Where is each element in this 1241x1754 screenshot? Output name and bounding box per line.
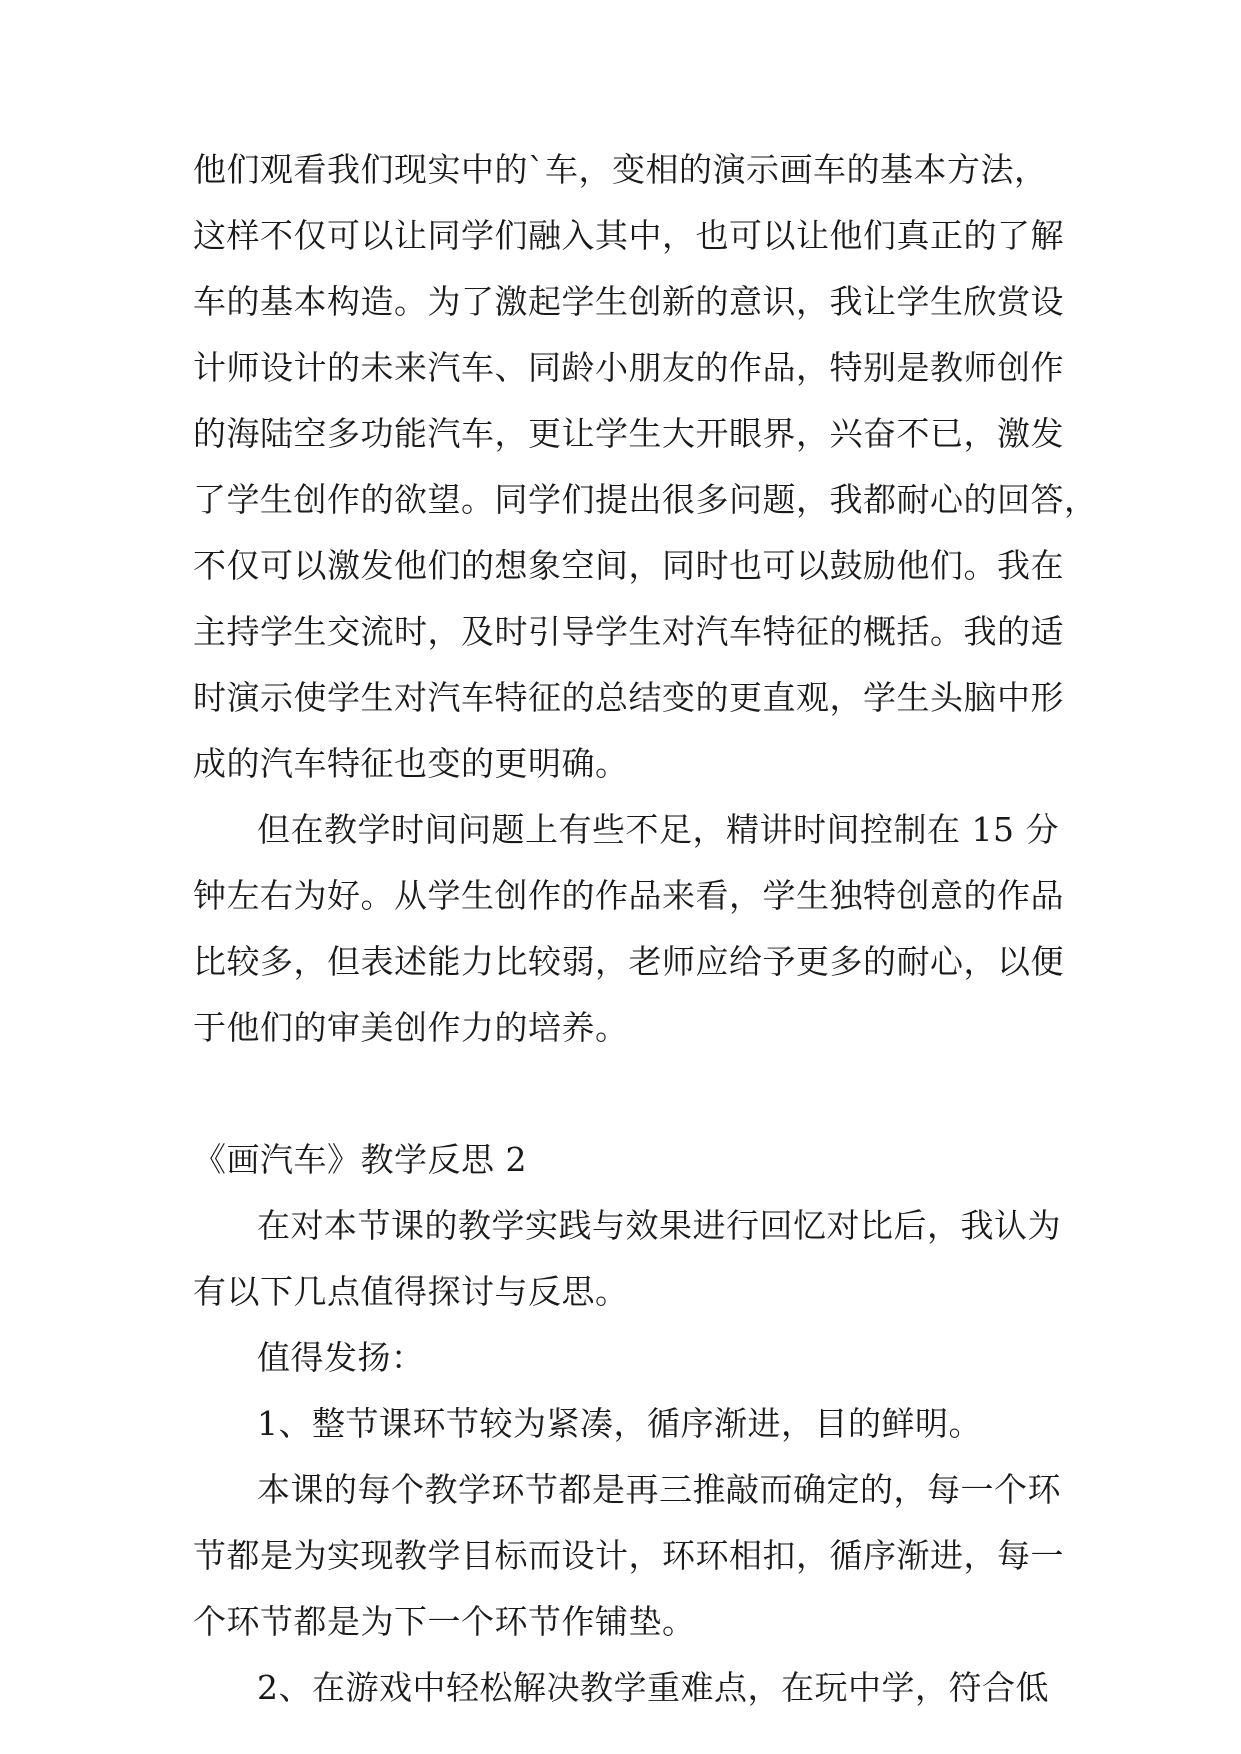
text-line: 不仅可以激发他们的想象空间，同时也可以鼓励他们。我在 [193, 546, 1064, 585]
text-line: 个环节都是为下一个环节作铺垫。 [193, 1602, 696, 1641]
text-line: 他们观看我们现实中的`车，变相的演示画车的基本方法， [193, 150, 1048, 189]
text-line: 这样不仅可以让同学们融入其中，也可以让他们真正的了解 [193, 216, 1064, 255]
text-line: 主持学生交流时，及时引导学生对汽车特征的概括。我的适 [193, 612, 1064, 651]
text-line: 有以下几点值得探讨与反思。 [193, 1272, 629, 1311]
text-line: 比较多，但表述能力比较弱，老师应给予更多的耐心，以便 [193, 942, 1064, 981]
text-line: 了学生创作的欲望。同学们提出很多问题，我都耐心的回答， [193, 480, 1098, 519]
text-line: 于他们的审美创作力的培养。 [193, 1008, 629, 1047]
text-line: 在对本节课的教学实践与效果进行回忆对比后，我认为 [257, 1206, 1061, 1245]
text-line: 车的基本构造。为了激起学生创新的意识，我让学生欣赏设 [193, 282, 1064, 321]
text-line: 计师设计的未来汽车、同龄小朋友的作品，特别是教师创作 [193, 348, 1064, 387]
text-line: 本课的每个教学环节都是再三推敲而确定的，每一个环 [257, 1470, 1061, 1509]
text-line: 时演示使学生对汽车特征的总结变的更直观，学生头脑中形 [193, 678, 1064, 717]
text-line: 成的汽车特征也变的更明确。 [193, 744, 629, 783]
text-line: 值得发扬： [257, 1338, 425, 1377]
text-line: 的海陆空多功能汽车，更让学生大开眼界，兴奋不已，激发 [193, 414, 1064, 453]
text-line: 钟左右为好。从学生创作的作品来看，学生独特创意的作品 [193, 876, 1064, 915]
text-line: 节都是为实现教学目标而设计，环环相扣，循序渐进，每一 [193, 1536, 1064, 1575]
text-line: 但在教学时间问题上有些不足，精讲时间控制在 15 分 [257, 810, 1059, 849]
text-line: 2、在游戏中轻松解决教学重难点，在玩中学，符合低 [257, 1668, 1049, 1707]
text-line: 1、整节课环节较为紧凑，循序渐进，目的鲜明。 [257, 1404, 982, 1443]
section-heading: 《画汽车》教学反思 2 [193, 1140, 527, 1179]
